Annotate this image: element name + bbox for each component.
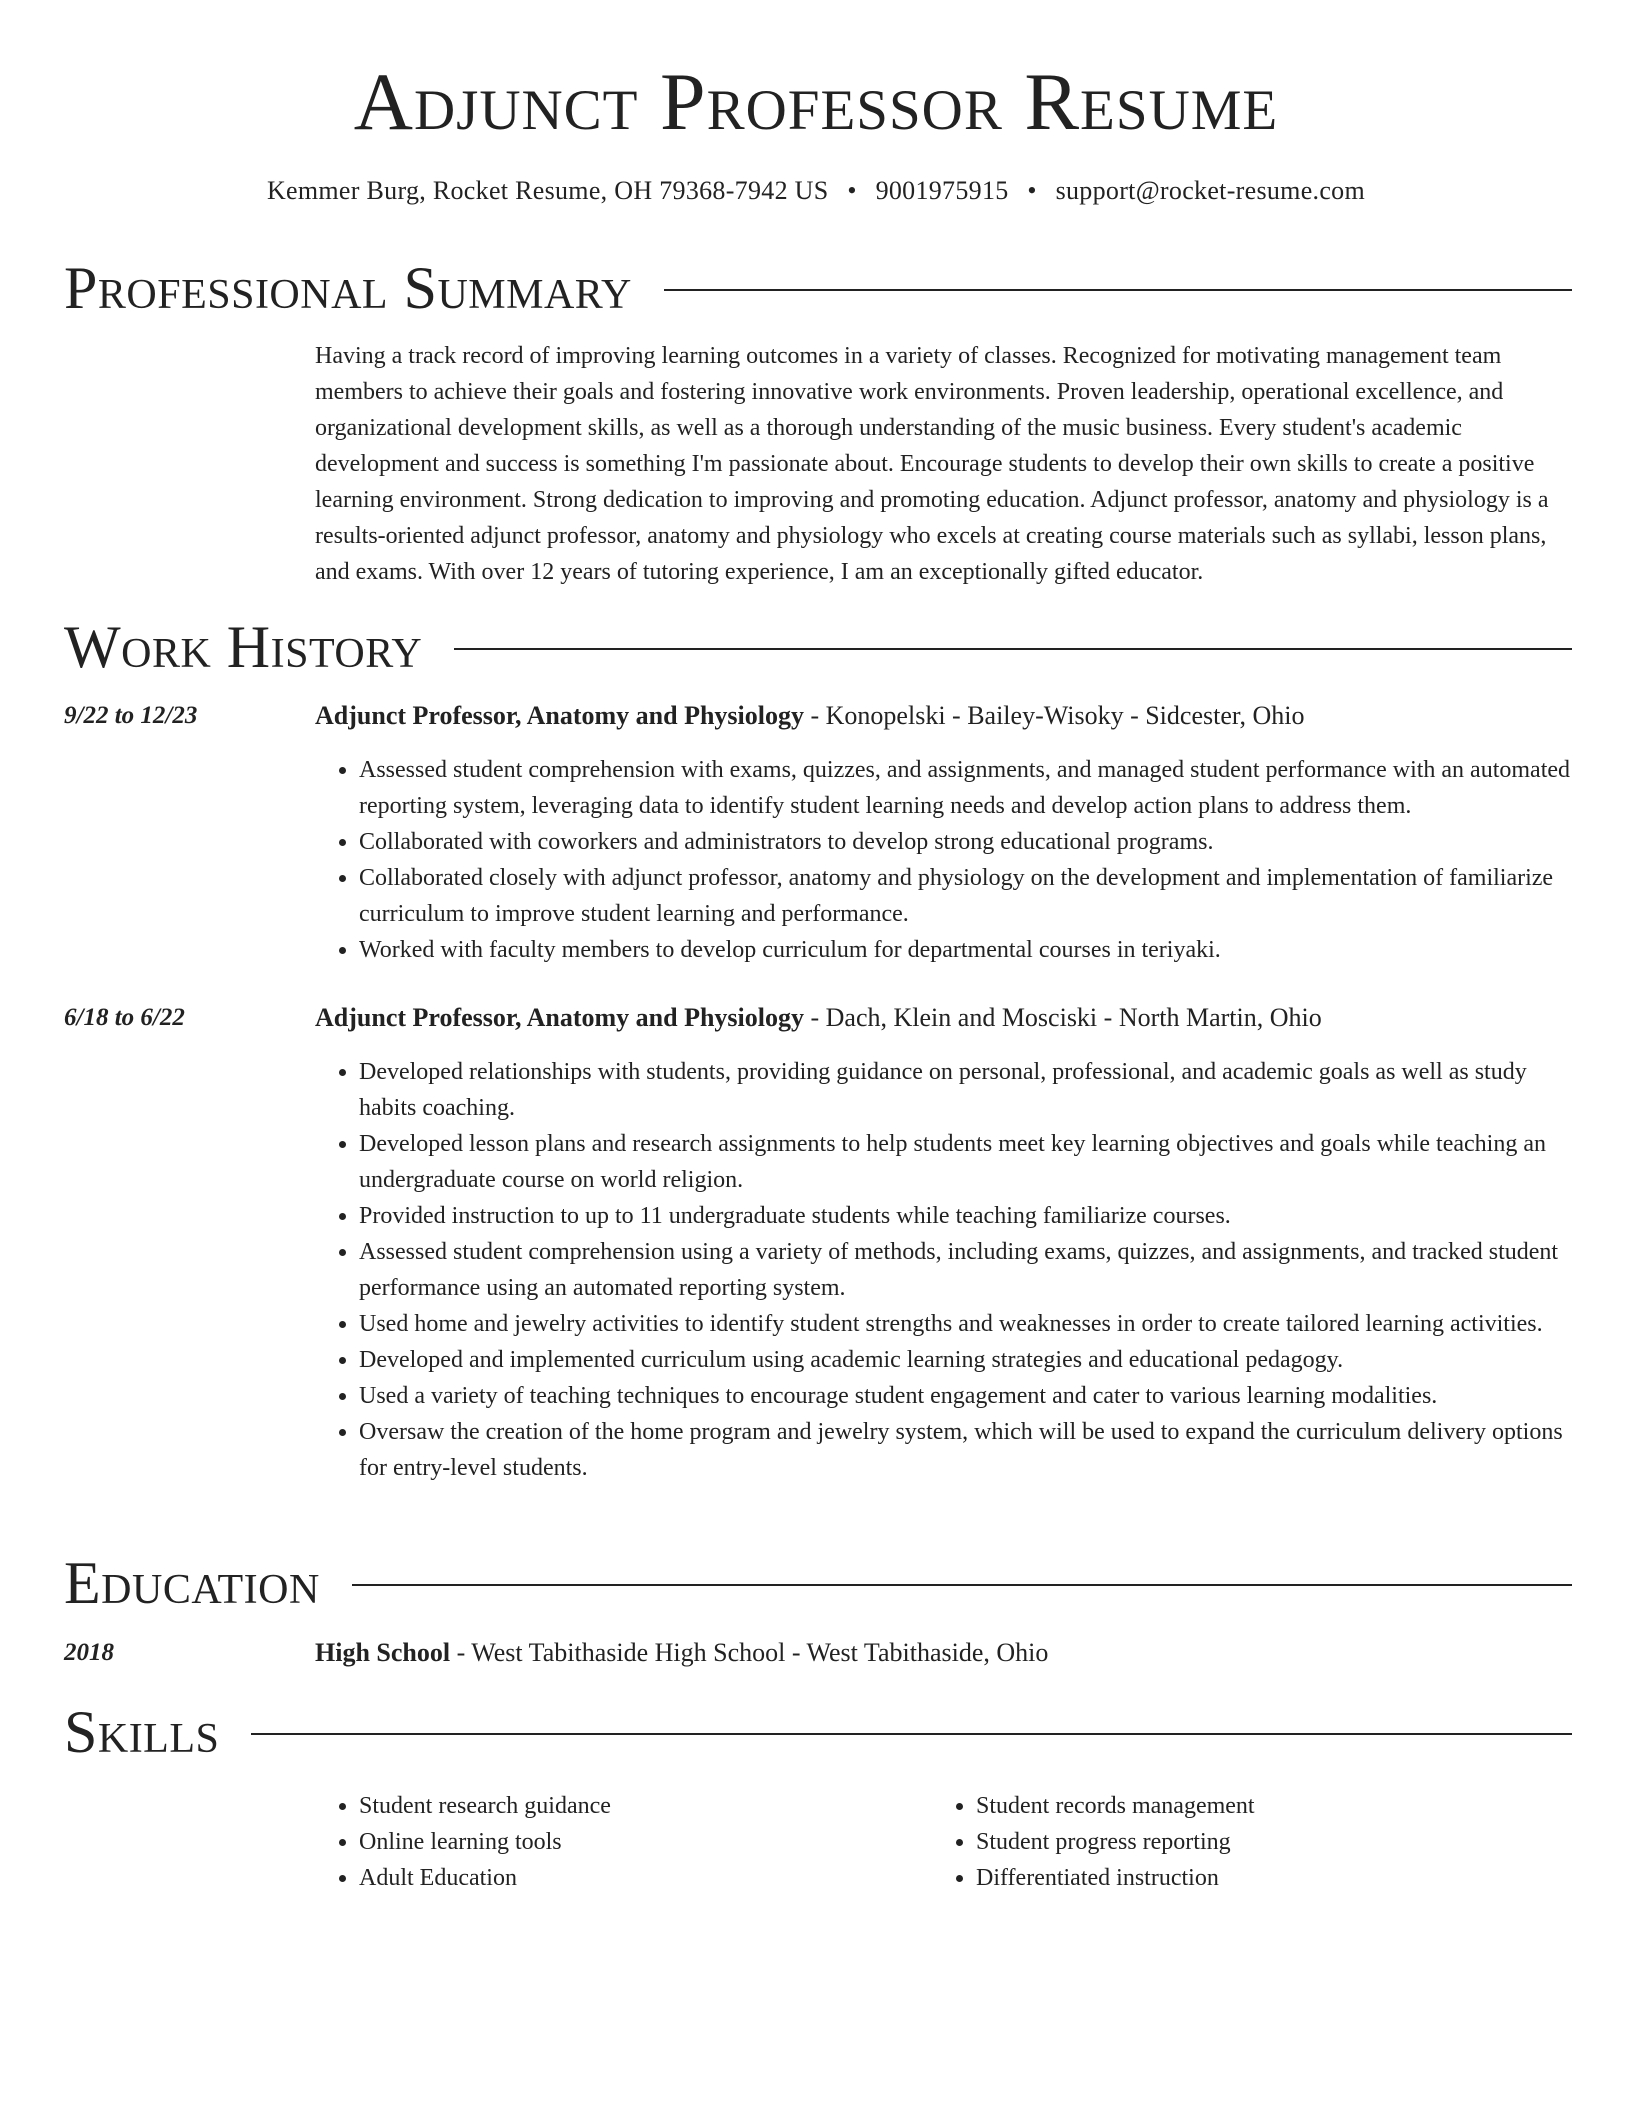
education-year: 2018 — [64, 1639, 114, 1666]
work-section-header — [64, 612, 1572, 682]
contact-address: Kemmer Burg, Rocket Resume, OH 79368-7942 US — [266, 176, 829, 205]
list-item: • Worked with faculty members to develop curriculum for departmental courses in teriyaki. — [359, 932, 1577, 968]
skill-item: • Student records management — [976, 1788, 1576, 1824]
work-heading: Work History — [64, 614, 423, 680]
job-heading — [315, 698, 1577, 734]
skill-item: • Adult Education — [359, 1860, 919, 1896]
list-item: • Oversaw the creation of the home program and jewelry system, which will be used to expand the curriculum delivery options for entry-level students. — [359, 1414, 1577, 1486]
resume-title: Adjunct Professor Resume — [353, 56, 1279, 147]
education-entry — [315, 1635, 1577, 1671]
education-heading: Education — [64, 1550, 320, 1616]
list-item: • Used a variety of teaching techniques to encourage student engagement and cater to various learning modalities. — [359, 1378, 1577, 1414]
skill-item: • Online learning tools — [359, 1824, 919, 1860]
skills-list-left — [315, 1788, 919, 1896]
section-divider — [251, 1733, 1572, 1735]
list-item: • Assessed student comprehension using a variety of methods, including exams, quizzes, and assignments, and tracked student performance using an automated reporting system. — [359, 1234, 1577, 1306]
job-title: Adjunct Professor, Anatomy and Physiology — [315, 1003, 804, 1032]
list-item: • Provided instruction to up to 11 undergraduate students while teaching familiarize courses. — [359, 1198, 1577, 1234]
contact-line — [0, 174, 1632, 208]
job-title: Adjunct Professor, Anatomy and Physiology — [315, 701, 804, 730]
skill-item: • Differentiated instruction — [976, 1860, 1576, 1896]
job-details: - Konopelski - Bailey-Wisoky - Sidcester, Ohio — [804, 701, 1305, 730]
summary-section-header — [64, 253, 1572, 323]
section-divider — [664, 289, 1572, 291]
job-bullets — [315, 752, 1577, 968]
contact-separator: • — [847, 176, 857, 205]
skills-section-header — [64, 1697, 1572, 1767]
skills-list-right — [932, 1788, 1576, 1896]
education-details: - West Tabithaside High School - West Tabithaside, Ohio — [450, 1638, 1049, 1667]
skill-item: • Student research guidance — [359, 1788, 919, 1824]
education-degree: High School — [315, 1638, 451, 1667]
skill-item: • Student progress reporting — [976, 1824, 1576, 1860]
job-dates: 6/18 to 6/22 — [64, 1004, 185, 1031]
job-dates: 9/22 to 12/23 — [64, 702, 198, 729]
list-item: • Collaborated with coworkers and administrators to develop strong educational programs. — [359, 824, 1577, 860]
list-item: • Developed lesson plans and research assignments to help students meet key learning objectives and goals while teaching an undergraduate course on world religion. — [359, 1126, 1577, 1198]
job-bullets — [315, 1054, 1577, 1486]
list-item: • Collaborated closely with adjunct professor, anatomy and physiology on the development and implementation of familiarize curriculum to improve student learning and performance. — [359, 860, 1577, 932]
contact-separator: • — [1027, 176, 1037, 205]
contact-email: support@rocket-resume.com — [1055, 176, 1366, 205]
education-section-header — [64, 1548, 1572, 1618]
list-item: • Developed relationships with students, providing guidance on personal, professional, and academic goals as well as study habits coaching. — [359, 1054, 1577, 1126]
job-details: - Dach, Klein and Mosciski - North Martin, Ohio — [804, 1003, 1322, 1032]
section-divider — [352, 1584, 1572, 1586]
job-heading — [315, 1000, 1577, 1036]
list-item: • Developed and implemented curriculum using academic learning strategies and educational pedagogy. — [359, 1342, 1577, 1378]
list-item: • Assessed student comprehension with exams, quizzes, and assignments, and managed student performance with an automated reporting system, leveraging data to identify student learning needs and develop action plans to address them. — [359, 752, 1577, 824]
skills-heading: Skills — [64, 1699, 220, 1765]
contact-phone: 9001975915 — [875, 176, 1009, 205]
section-divider — [454, 648, 1572, 650]
summary-heading: Professional Summary — [64, 255, 632, 321]
list-item: • Used home and jewelry activities to identify student strengths and weaknesses in order to create tailored learning activities. — [359, 1306, 1577, 1342]
summary-text: Having a track record of improving learning outcomes in a variety of classes. Recognized for motivating management team members to achieve their goals and fostering innovative work environments. Proven leadership, operational excellence, and organizational development skills, as well as a thorough understanding of the music business. Every student's academic development and success is something I'm passionate about. Encourage students to develop their own skills to create a positive learning environment. Strong dedication to improving and promoting education. Adjunct professor, anatomy and physiology is a results-oriented adjunct professor, anatomy and physiology who excels at creating course materials such as syllabi, lesson plans, and exams. With over 12 years of tutoring experience, I am an exceptionally gifted educator. — [315, 343, 1549, 585]
